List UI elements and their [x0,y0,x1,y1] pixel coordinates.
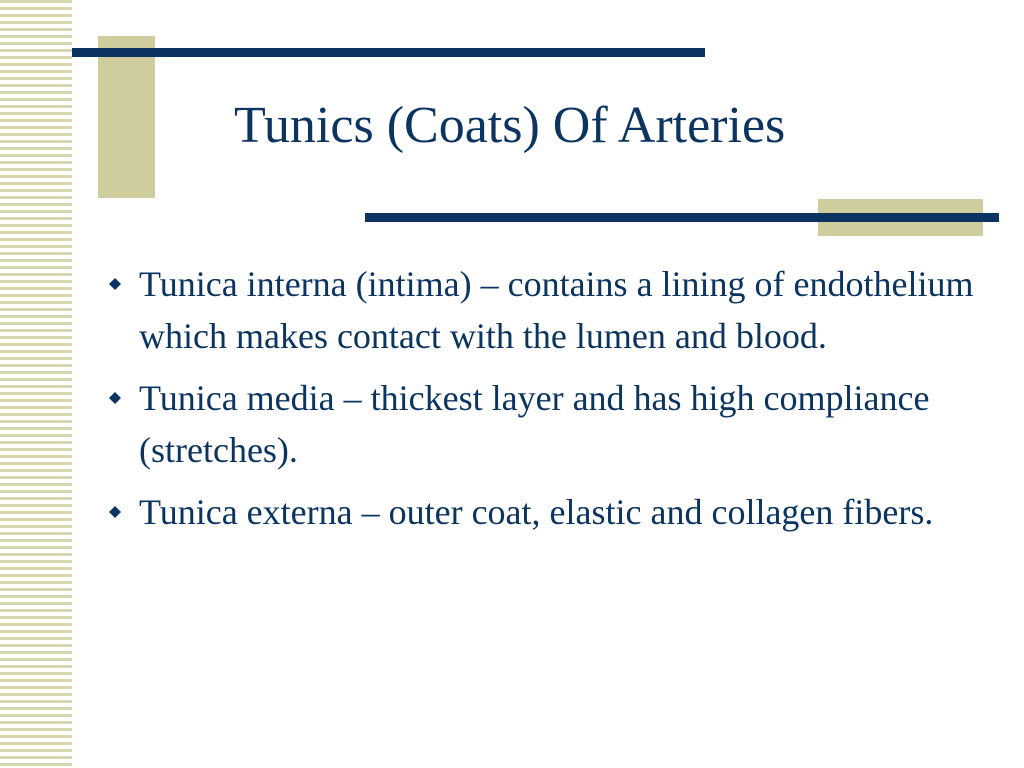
bullet-text: Tunica media – thickest layer and has high compliance (stretches). [139,378,930,470]
bullet-text: Tunica externa – outer coat, elastic and collagen fibers. [139,492,934,532]
bottom-accent-rule [365,213,999,222]
bullet-item [105,258,985,362]
top-accent-block [98,36,155,198]
bullet-item [105,486,985,538]
left-striped-band [0,0,72,768]
top-accent-rule [72,48,705,57]
diamond-bullet-icon [105,372,125,424]
diamond-bullet-icon [105,258,125,310]
bullet-text: Tunica interna (intima) – contains a lining of endothelium which makes contact with the lumen and blood. [139,264,974,356]
bullet-item [105,372,985,476]
slide-title: Tunics (Coats) Of Arteries [234,97,786,154]
diamond-bullet-icon [105,486,125,538]
bullet-list [105,258,985,548]
